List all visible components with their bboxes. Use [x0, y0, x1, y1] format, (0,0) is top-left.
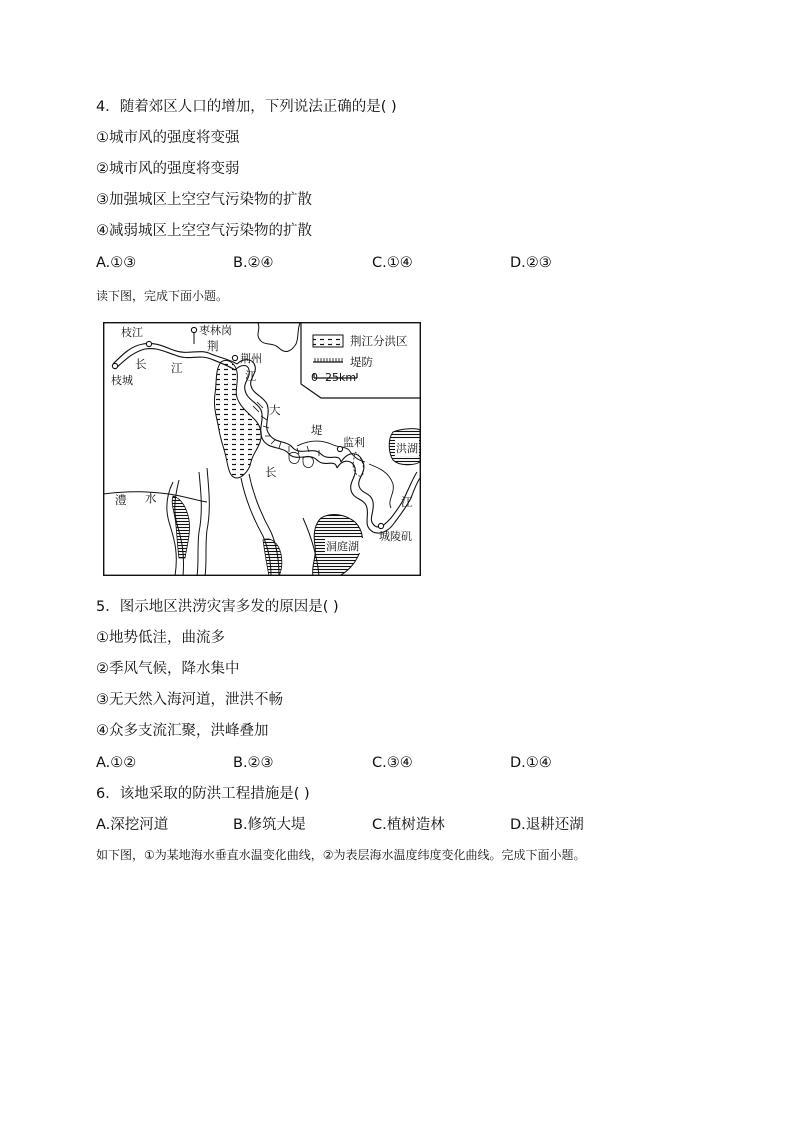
label-jiang-1: 江	[171, 361, 183, 375]
label-da: 大	[269, 403, 281, 417]
q5-item-2: ②季风气候，降水集中	[96, 661, 240, 677]
q4-option-b: B.②④	[233, 255, 274, 271]
map-intro: 读下图，完成下面小题。	[96, 289, 229, 303]
jingzhou-marker	[232, 355, 237, 360]
q5-option-c: C.③④	[372, 755, 413, 771]
scale-distance: 25km	[325, 371, 357, 384]
legend-area-label: 荆江分洪区	[350, 334, 408, 348]
q4-item-1: ①城市风的强度将变强	[96, 130, 240, 146]
q5-option-d: D.①④	[510, 755, 552, 771]
q4-item-2: ②城市风的强度将变弱	[96, 161, 240, 177]
next-figure-intro: 如下图，①为某地海水垂直水温变化曲线，②为表层海水温度纬度变化曲线。完成下面小题。	[96, 848, 586, 862]
label-chang-1: 长	[135, 357, 147, 371]
label-jiang-2: 江	[245, 369, 257, 383]
label-zaolingang: 枣林岗	[199, 324, 232, 337]
q4-item-4: ④减弱城区上空空气污染物的扩散	[96, 223, 312, 239]
label-chang-2: 长	[265, 465, 277, 479]
legend-area-swatch	[313, 335, 343, 347]
zhijiang-marker	[146, 341, 151, 346]
label-chenglingji: 城陵矶	[379, 530, 412, 543]
q5-option-a: A.①②	[96, 755, 137, 771]
legend-dike-label: 堤防	[350, 355, 373, 369]
label-jianli: 监利	[343, 436, 365, 449]
q4-option-c: C.①④	[372, 255, 413, 271]
scale-zero: 0	[311, 371, 318, 384]
label-dongtinghu: 洞庭湖	[326, 540, 359, 553]
q5-item-1: ①地势低洼，曲流多	[96, 630, 225, 646]
q6-option-d: D.退耕还湖	[510, 817, 584, 833]
q6-option-b: B.修筑大堤	[233, 817, 306, 833]
label-jingzhou: 荆州	[240, 352, 262, 365]
q4-stem: 4．随着郊区人口的增加，下列说法正确的是( )	[96, 99, 397, 115]
jingjiang-map	[103, 322, 421, 576]
q4-item-3: ③加强城区上空空气污染物的扩散	[96, 192, 312, 208]
q5-stem: 5．图示地区洪涝灾害多发的原因是( )	[96, 599, 339, 615]
chenglingji-marker	[378, 523, 383, 528]
label-li: 澧	[115, 493, 127, 507]
q5-item-3: ③无天然入海河道，泄洪不畅	[96, 692, 283, 708]
q5-option-b: B.②③	[233, 755, 274, 771]
q5-item-4: ④众多支流汇聚，洪峰叠加	[96, 723, 269, 739]
label-zhijiang: 枝江	[121, 326, 143, 339]
zaolingang-marker	[191, 327, 196, 332]
q4-option-a: A.①③	[96, 255, 137, 271]
q6-option-a: A.深挖河道	[96, 817, 169, 833]
q4-option-d: D.②③	[510, 255, 552, 271]
label-shui: 水	[145, 491, 157, 505]
label-di: 堤	[311, 423, 323, 437]
jianli-marker	[337, 446, 342, 451]
label-honghu: 洪湖	[396, 442, 418, 455]
q6-option-c: C.植树造林	[372, 817, 445, 833]
q6-stem: 6．该地采取的防洪工程措施是( )	[96, 786, 310, 802]
zhicheng-marker	[112, 363, 117, 368]
label-jing: 荆	[207, 339, 219, 353]
label-jiang-3: 江	[401, 495, 413, 509]
label-zhicheng: 枝城	[111, 374, 133, 387]
